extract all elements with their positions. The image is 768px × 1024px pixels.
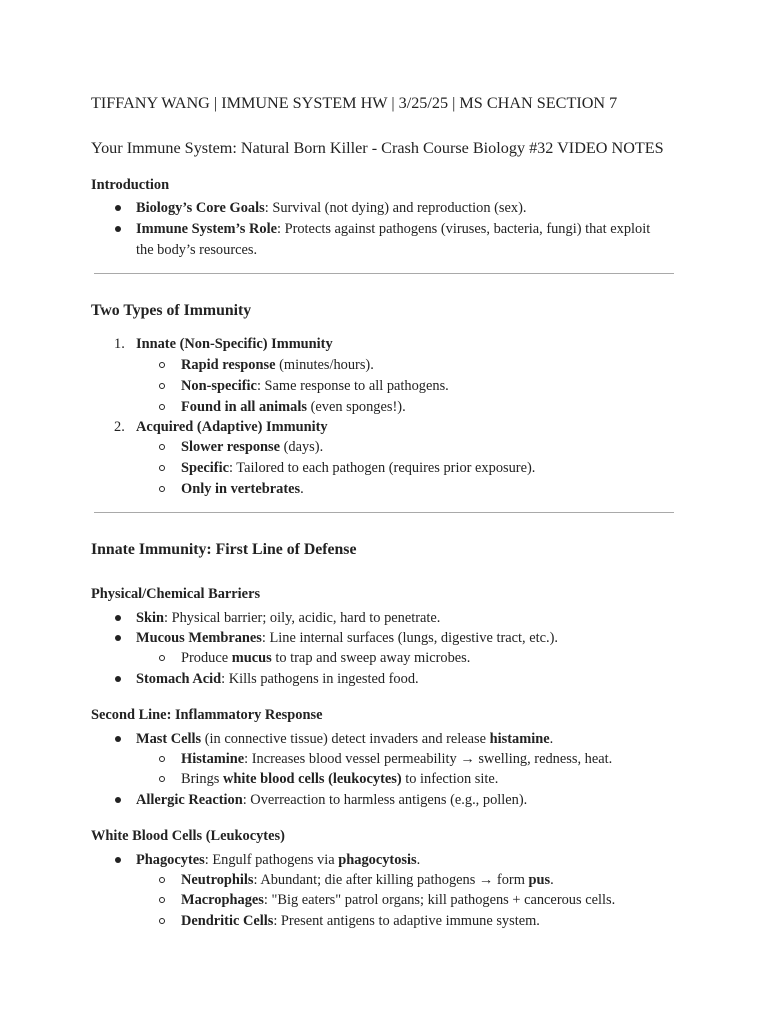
list-number: 2. bbox=[114, 419, 125, 435]
term: Neutrophils bbox=[181, 872, 254, 888]
list-item bbox=[136, 850, 420, 871]
term: Dendritic Cells bbox=[181, 913, 274, 929]
list-item bbox=[136, 628, 558, 649]
definition: . bbox=[300, 481, 304, 497]
bullet-dot bbox=[115, 635, 121, 641]
bullet-circle bbox=[159, 776, 165, 782]
bullet-circle bbox=[159, 897, 165, 903]
sub-list-item bbox=[181, 376, 449, 397]
definition: : Kills pathogens in ingested food. bbox=[221, 671, 419, 687]
list-item bbox=[136, 198, 527, 219]
text: . bbox=[416, 852, 421, 868]
term: pus bbox=[528, 872, 551, 888]
sub-list-item bbox=[181, 911, 540, 932]
definition: : Physical barrier; oily, acidic, hard to penetrate. bbox=[164, 610, 441, 626]
list-item bbox=[136, 417, 328, 438]
term: Skin bbox=[136, 610, 165, 626]
document-subtitle: Your Immune System: Natural Born Killer - Crash Course Biology #32 VIDEO NOTES bbox=[91, 139, 664, 157]
list-item bbox=[136, 334, 333, 355]
subsection-heading: White Blood Cells (Leukocytes) bbox=[91, 828, 285, 844]
sub-list-item bbox=[181, 749, 612, 770]
list-item bbox=[136, 219, 650, 240]
definition: : "Big eaters" patrol organs; kill pathogens + cancerous cells. bbox=[263, 892, 616, 908]
definition: : Engulf pathogens via bbox=[204, 852, 339, 868]
term: histamine bbox=[489, 731, 550, 747]
bullet-circle bbox=[159, 756, 165, 762]
list-item bbox=[136, 669, 419, 690]
term: Non-specific bbox=[181, 378, 257, 394]
definition: : Same response to all pathogens. bbox=[256, 378, 449, 394]
bullet-dot bbox=[115, 676, 121, 682]
list-number: 1. bbox=[114, 336, 125, 352]
text: to infection site. bbox=[401, 771, 499, 787]
term: Acquired (Adaptive) Immunity bbox=[136, 419, 328, 435]
definition: : Tailored to each pathogen (requires prior exposure). bbox=[228, 460, 536, 476]
list-item-continuation: the body’s resources. bbox=[136, 242, 258, 258]
term: Macrophages bbox=[181, 892, 264, 908]
bullet-dot bbox=[115, 857, 121, 863]
bullet-circle bbox=[159, 465, 165, 471]
bullet-circle bbox=[159, 655, 165, 661]
definition: : Present antigens to adaptive immune system. bbox=[273, 913, 540, 929]
sub-list-item bbox=[181, 890, 615, 911]
sub-list-item bbox=[181, 458, 535, 479]
bullet-circle bbox=[159, 877, 165, 883]
horizontal-rule bbox=[94, 512, 674, 513]
term: phagocytosis bbox=[338, 852, 417, 868]
list-item bbox=[136, 608, 440, 629]
definition: (days). bbox=[280, 439, 324, 455]
bullet-circle bbox=[159, 383, 165, 389]
term: Phagocytes bbox=[136, 852, 205, 868]
subsection-heading: Physical/Chemical Barriers bbox=[91, 586, 261, 602]
term: Allergic Reaction bbox=[136, 792, 243, 808]
term: Rapid response bbox=[181, 357, 276, 373]
definition: : Protects against pathogens (viruses, bacteria, fungi) that exploit bbox=[276, 221, 651, 237]
term: Slower response bbox=[181, 439, 281, 455]
sub-list-item bbox=[181, 397, 406, 418]
horizontal-rule bbox=[94, 273, 674, 274]
bullet-dot bbox=[115, 615, 121, 621]
bullet-circle bbox=[159, 486, 165, 492]
term: Mucous Membranes bbox=[136, 630, 262, 646]
definition: : Line internal surfaces (lungs, digestive tract, etc.). bbox=[261, 630, 559, 646]
sub-list-item bbox=[181, 479, 304, 500]
term: Specific bbox=[181, 460, 229, 476]
bullet-circle bbox=[159, 918, 165, 924]
term: Biology’s Core Goals bbox=[136, 200, 265, 216]
definition: : Survival (not dying) and reproduction (sex). bbox=[264, 200, 527, 216]
text: to trap and sweep away microbes. bbox=[271, 650, 471, 666]
sub-list-item bbox=[181, 437, 323, 458]
bullet-dot bbox=[115, 226, 121, 232]
section-heading: Innate Immunity: First Line of Defense bbox=[91, 541, 357, 558]
sub-list-item bbox=[181, 870, 554, 891]
definition: (minutes/hours). bbox=[275, 357, 374, 373]
term: Innate (Non-Specific) Immunity bbox=[136, 336, 333, 352]
list-item bbox=[136, 790, 527, 811]
term: Found in all animals bbox=[181, 399, 307, 415]
document-title: TIFFANY WANG | IMMUNE SYSTEM HW | 3/25/25 | MS CHAN SECTION 7 bbox=[91, 94, 618, 112]
definition: : Increases blood vessel permeability → swelling, redness, heat. bbox=[244, 751, 613, 767]
text: Produce bbox=[181, 650, 232, 666]
term: Only in vertebrates bbox=[181, 481, 301, 497]
bullet-circle bbox=[159, 404, 165, 410]
definition: : Abundant; die after killing pathogens → form bbox=[253, 872, 529, 888]
definition: : Overreaction to harmless antigens (e.g., pollen). bbox=[242, 792, 528, 808]
sub-list-item bbox=[181, 355, 374, 376]
bullet-circle bbox=[159, 444, 165, 450]
subsection-heading: Second Line: Inflammatory Response bbox=[91, 707, 323, 723]
term: Immune System’s Role bbox=[136, 221, 277, 237]
bullet-circle bbox=[159, 362, 165, 368]
intro-heading: Introduction bbox=[91, 177, 170, 193]
term: Stomach Acid bbox=[136, 671, 222, 687]
bullet-dot bbox=[115, 736, 121, 742]
list-item bbox=[136, 729, 553, 750]
definition: (in connective tissue) detect invaders and release bbox=[201, 731, 490, 747]
sub-list-item bbox=[181, 769, 498, 790]
definition: (even sponges!). bbox=[306, 399, 406, 415]
bullet-dot bbox=[115, 797, 121, 803]
sub-list-item bbox=[181, 648, 470, 669]
bullet-dot bbox=[115, 205, 121, 211]
text: . bbox=[549, 731, 554, 747]
text: . bbox=[550, 872, 554, 888]
term: white blood cells (leukocytes) bbox=[222, 771, 402, 787]
term: mucus bbox=[231, 650, 272, 666]
text: Brings bbox=[181, 771, 223, 787]
term: Mast Cells bbox=[136, 731, 202, 747]
term: Histamine bbox=[181, 751, 245, 767]
section-heading: Two Types of Immunity bbox=[91, 302, 252, 319]
